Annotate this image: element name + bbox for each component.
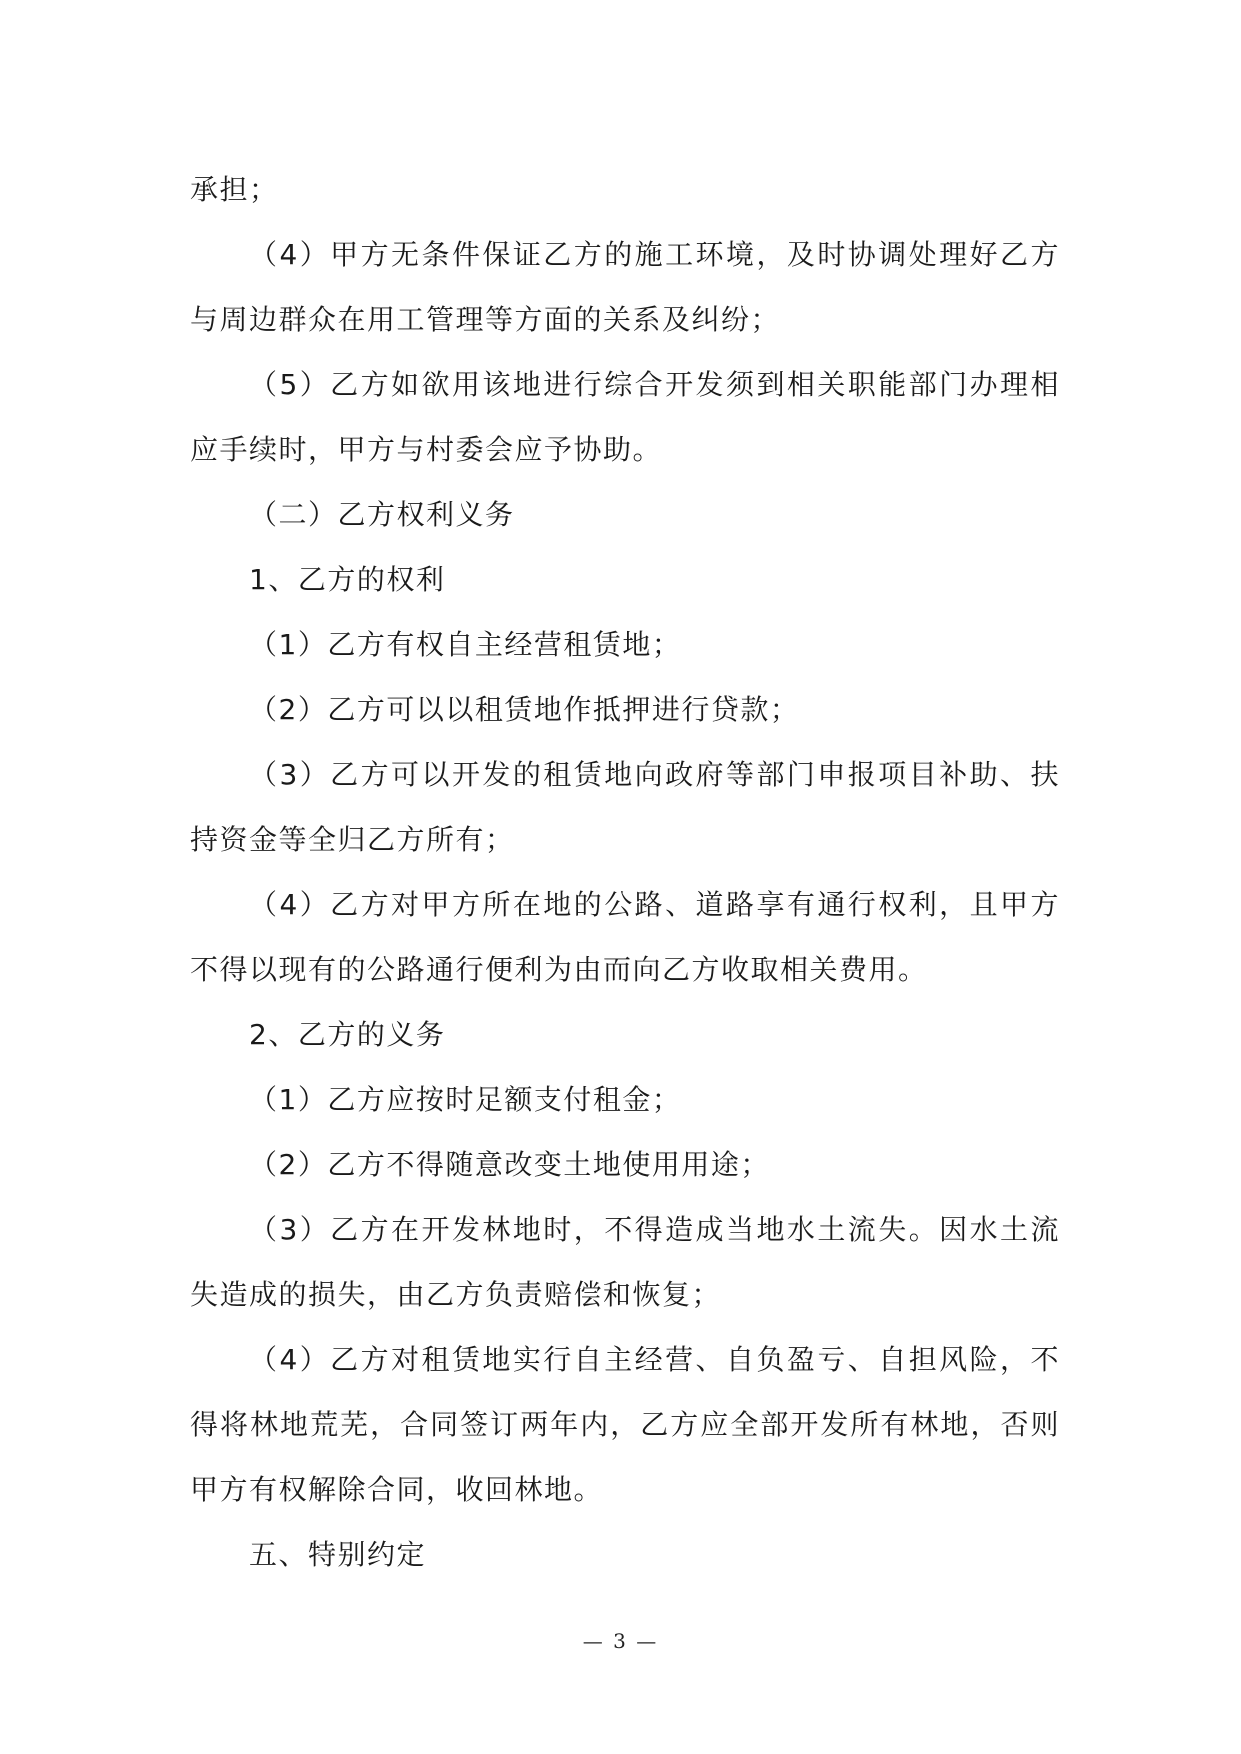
section-heading-party-b-rights-duties: （二）乙方权利义务: [249, 498, 515, 531]
paragraph-duty-3: （3）乙方在开发林地时，不得造成当地水土流失。因水土流失造成的损失，由乙方负责赔偿和恢复；: [190, 1213, 1060, 1311]
section-heading-special-agreement: 五、特别约定: [249, 1538, 427, 1571]
document-body: [190, 157, 1060, 1587]
paragraph-duty-2: （2）乙方不得随意改变土地使用用途；: [249, 1148, 770, 1181]
subheading-party-b-duties: 2、乙方的义务: [249, 1018, 446, 1051]
paragraph-duty-1: （1）乙方应按时足额支付租金；: [249, 1083, 682, 1116]
paragraph-right-4: （4）乙方对甲方所在地的公路、道路享有通行权利，且甲方不得以现有的公路通行便利为由而向乙方收取相关费用。: [190, 888, 1060, 986]
paragraph-clause-a5: （5）乙方如欲用该地进行综合开发须到相关职能部门办理相应手续时，甲方与村委会应予协助。: [190, 368, 1060, 466]
page-number: — 3 —: [582, 1629, 659, 1653]
subheading-party-b-rights: 1、乙方的权利: [249, 563, 446, 596]
paragraph-right-2: （2）乙方可以以租赁地作抵押进行贷款；: [249, 693, 800, 726]
paragraph-clause-a4: （4）甲方无条件保证乙方的施工环境，及时协调处理好乙方与周边群众在用工管理等方面的关系及纠纷；: [190, 238, 1060, 336]
paragraph-right-3: （3）乙方可以开发的租赁地向政府等部门申报项目补助、扶持资金等全归乙方所有；: [190, 758, 1060, 856]
paragraph-right-1: （1）乙方有权自主经营租赁地；: [249, 628, 682, 661]
paragraph-continuation: 承担；: [190, 173, 279, 206]
paragraph-duty-4: （4）乙方对租赁地实行自主经营、自负盈亏、自担风险，不得将林地荒芜，合同签订两年内，乙方应全部开发所有林地，否则甲方有权解除合同，收回林地。: [190, 1343, 1060, 1506]
